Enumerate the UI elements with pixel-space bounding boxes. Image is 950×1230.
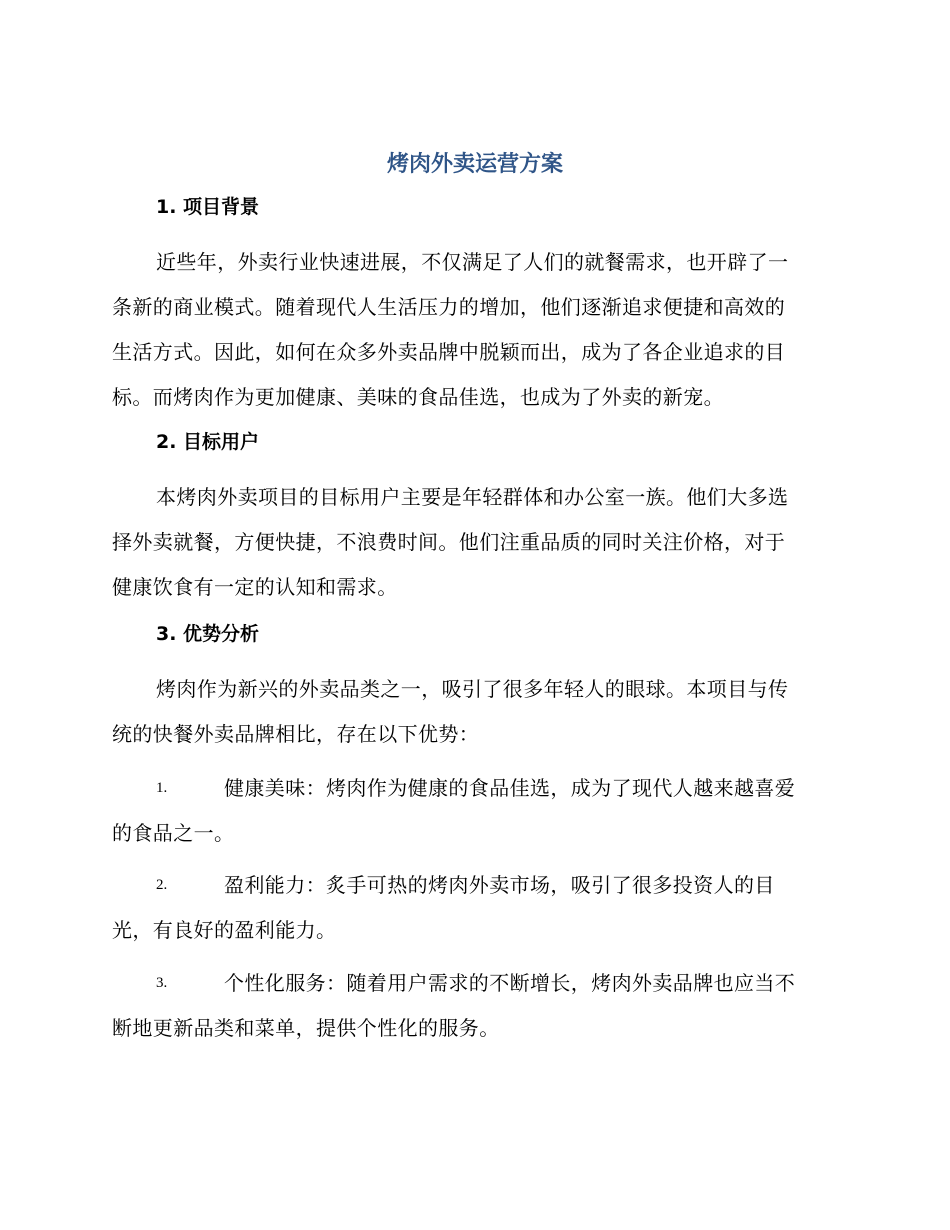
- section-paragraph-background: [112, 240, 832, 420]
- paragraph-line: 近些年，外卖行业快速进展，不仅满足了人们的就餐需求，也开辟了一: [156, 250, 789, 274]
- section-heading-target-users: 2. 目标用户: [156, 431, 260, 453]
- paragraph-line: 健康饮食有一定的认知和需求。: [112, 575, 398, 599]
- list-item-line: 的食品之一。: [112, 821, 235, 845]
- list-item-number: 2.: [156, 877, 168, 893]
- paragraph-line: 择外卖就餐，方便快捷，不浪费时间。他们注重品质的同时关注价格，对于: [112, 530, 786, 554]
- list-item-line: 光，有良好的盈利能力。: [112, 918, 337, 942]
- section-paragraph-advantages: [112, 667, 832, 757]
- list-item: [112, 863, 832, 953]
- document-title: 烤肉外卖运营方案: [386, 152, 563, 177]
- paragraph-line: 烤肉作为新兴的外卖品类之一，吸引了很多年轻人的眼球。本项目与传: [156, 677, 789, 701]
- paragraph-line: 标。而烤肉作为更加健康、美味的食品佳选，也成为了外卖的新宠。: [112, 385, 724, 409]
- section-paragraph-target-users: [112, 475, 832, 610]
- paragraph-line: 生活方式。因此，如何在众多外卖品牌中脱颖而出，成为了各企业追求的目: [112, 340, 786, 364]
- section-heading-background: 1. 项目背景: [156, 196, 260, 218]
- list-item-line: 健康美味：烤肉作为健康的食品佳选，成为了现代人越来越喜爱: [224, 776, 796, 800]
- list-item-line: 个性化服务：随着用户需求的不断增长，烤肉外卖品牌也应当不: [224, 971, 796, 995]
- paragraph-line: 统的快餐外卖品牌相比，存在以下优势：: [112, 722, 480, 746]
- list-item-number: 3.: [156, 975, 168, 991]
- list-item-line: 断地更新品类和菜单，提供个性化的服务。: [112, 1016, 500, 1040]
- list-item: [112, 766, 832, 856]
- list-item-number: 1.: [156, 780, 168, 796]
- section-heading-advantages: 3. 优势分析: [156, 623, 260, 645]
- paragraph-line: 本烤肉外卖项目的目标用户主要是年轻群体和办公室一族。他们大多选: [156, 485, 789, 509]
- paragraph-line: 条新的商业模式。随着现代人生活压力的增加，他们逐渐追求便捷和高效的: [112, 295, 786, 319]
- list-item: [112, 961, 832, 1051]
- list-item-line: 盈利能力：炙手可热的烤肉外卖市场，吸引了很多投资人的目: [224, 873, 775, 897]
